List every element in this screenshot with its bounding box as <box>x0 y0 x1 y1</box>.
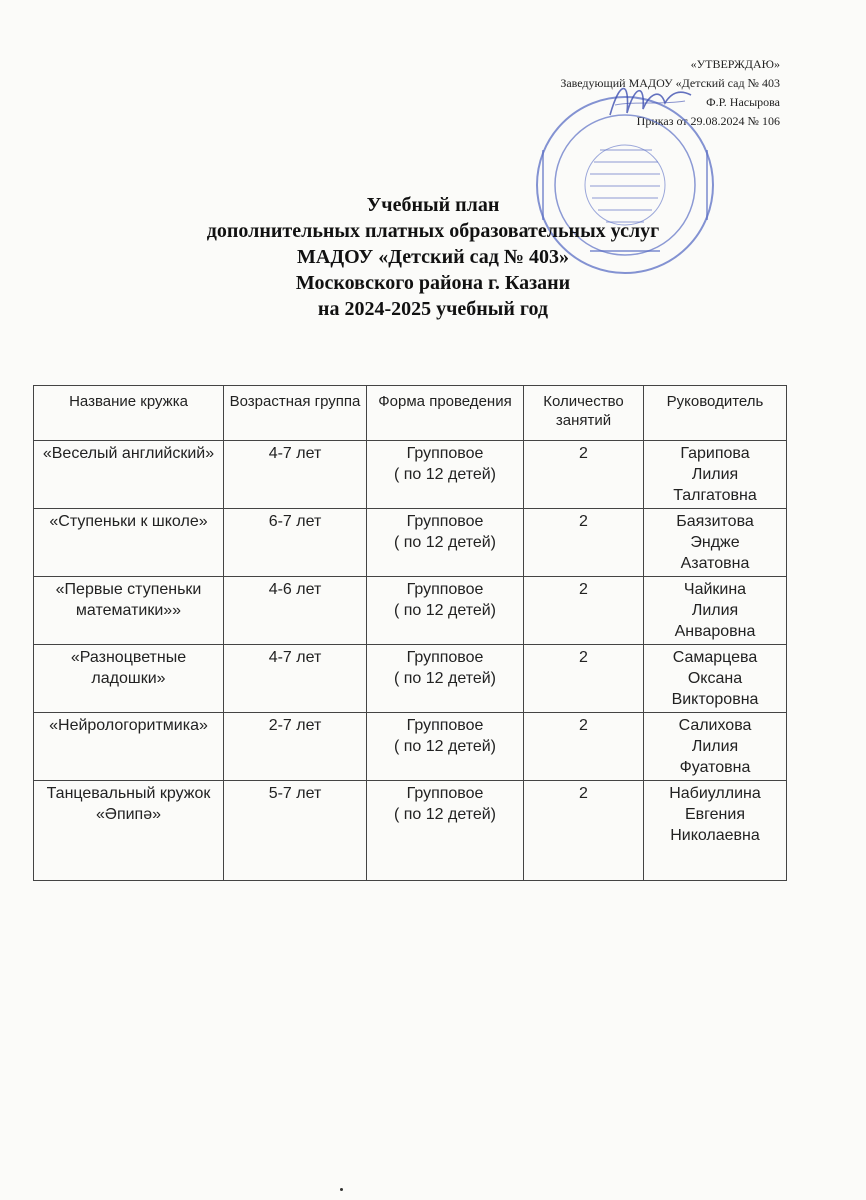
header-leader: Руководитель <box>644 386 787 441</box>
cell-age: 2-7 лет <box>224 713 367 781</box>
cell-form <box>367 781 524 881</box>
leader-patronymic: Николаевна <box>670 827 760 844</box>
cell-count: 2 <box>524 577 644 645</box>
form-type: Групповое <box>406 717 484 734</box>
cell-name: Танцевальный кружок «Әпипә» <box>34 781 224 881</box>
cell-leader <box>644 781 787 881</box>
form-type: Групповое <box>406 445 484 462</box>
leader-patronymic: Викторовна <box>671 691 759 708</box>
cell-form <box>367 577 524 645</box>
leader-surname: Чайкина <box>683 581 747 598</box>
leader-firstname: Лилия <box>691 602 739 619</box>
cell-count: 2 <box>524 509 644 577</box>
cell-count: 2 <box>524 713 644 781</box>
cell-count: 2 <box>524 781 644 881</box>
leader-surname: Гарипова <box>680 445 750 462</box>
leader-firstname: Лилия <box>691 738 739 755</box>
cell-age: 4-7 лет <box>224 441 367 509</box>
approval-position: Заведующий МАДОУ «Детский сад № 403 <box>560 76 780 90</box>
title-line-4: Московского района г. Казани <box>295 272 571 294</box>
header-age: Возрастная группа <box>224 386 367 441</box>
cell-name: «Первые ступеньки математики»» <box>34 577 224 645</box>
form-size: ( по 12 детей) <box>393 602 497 619</box>
cell-leader <box>644 645 787 713</box>
approval-order: Приказ от 29.08.2024 № 106 <box>636 114 780 128</box>
approval-heading: «УТВЕРЖДАЮ» <box>690 57 780 71</box>
cell-form <box>367 441 524 509</box>
leader-firstname: Лилия <box>691 466 739 483</box>
table-row <box>34 577 787 645</box>
form-type: Групповое <box>406 649 484 666</box>
leader-patronymic: Анваровна <box>674 623 756 640</box>
document-title <box>0 192 866 322</box>
header-name: Название кружка <box>34 386 224 441</box>
table-row <box>34 781 787 881</box>
cell-count: 2 <box>524 441 644 509</box>
form-type: Групповое <box>406 513 484 530</box>
cell-age: 6-7 лет <box>224 509 367 577</box>
table-row <box>34 509 787 577</box>
form-size: ( по 12 детей) <box>393 670 497 687</box>
form-size: ( по 12 детей) <box>393 534 497 551</box>
cell-count: 2 <box>524 645 644 713</box>
title-line-5: на 2024-2025 учебный год <box>317 298 549 320</box>
cell-age: 4-6 лет <box>224 577 367 645</box>
title-line-3: МАДОУ «Детский сад № 403» <box>297 246 569 268</box>
leader-surname: Набиуллина <box>669 785 761 802</box>
cell-name: «Веселый английский» <box>34 441 224 509</box>
cell-leader <box>644 713 787 781</box>
leader-patronymic: Азатовна <box>680 555 750 572</box>
table-row <box>34 441 787 509</box>
cell-leader <box>644 441 787 509</box>
cell-leader <box>644 577 787 645</box>
title-line-1: Учебный план <box>366 194 500 216</box>
table-row <box>34 645 787 713</box>
leader-firstname: Оксана <box>687 670 743 687</box>
signature-icon <box>605 75 695 125</box>
cell-form <box>367 645 524 713</box>
leader-patronymic: Талгатовна <box>673 487 757 504</box>
approval-signer: Ф.Р. Насырова <box>706 95 780 109</box>
cell-name: «Разноцветные ладошки» <box>34 645 224 713</box>
header-form: Форма проведения <box>367 386 524 441</box>
leader-firstname: Евгения <box>685 806 745 823</box>
cell-form <box>367 509 524 577</box>
cell-name: «Нейрологоритмика» <box>34 713 224 781</box>
plan-table <box>33 385 787 881</box>
form-size: ( по 12 детей) <box>393 738 497 755</box>
leader-surname: Салихова <box>678 717 752 734</box>
table-row <box>34 713 787 781</box>
leader-patronymic: Фуатовна <box>679 759 751 776</box>
cell-name: «Ступеньки к школе» <box>34 509 224 577</box>
form-size: ( по 12 детей) <box>393 806 497 823</box>
scan-speck <box>340 1188 343 1191</box>
form-type: Групповое <box>406 581 484 598</box>
leader-surname: Баязитова <box>676 513 754 530</box>
cell-leader <box>644 509 787 577</box>
form-size: ( по 12 детей) <box>393 466 497 483</box>
cell-age: 4-7 лет <box>224 645 367 713</box>
header-count: Количество занятий <box>524 386 644 441</box>
table-header-row <box>34 386 787 441</box>
cell-form <box>367 713 524 781</box>
leader-surname: Самарцева <box>672 649 758 666</box>
form-type: Групповое <box>406 785 484 802</box>
cell-age: 5-7 лет <box>224 781 367 881</box>
title-line-2: дополнительных платных образовательных услуг <box>206 220 660 242</box>
leader-firstname: Эндже <box>690 534 740 551</box>
